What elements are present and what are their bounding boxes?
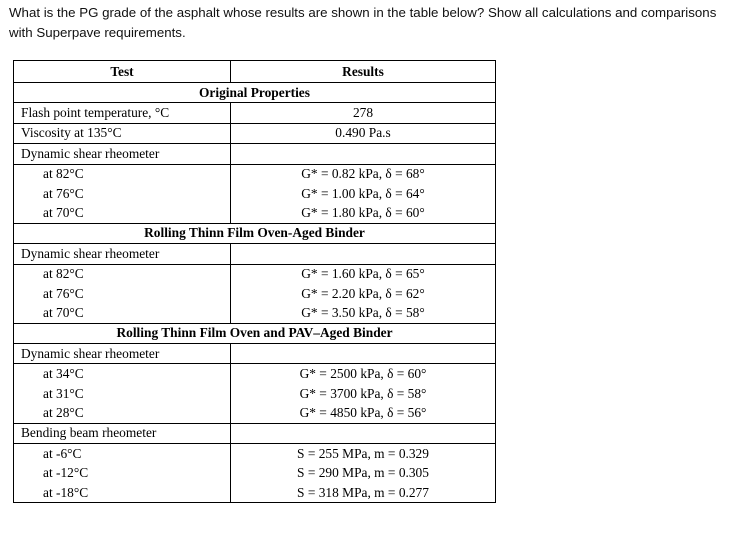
test-cell: at -18°C bbox=[14, 483, 231, 503]
header-row bbox=[14, 61, 496, 83]
test-cell: at 31°C bbox=[14, 384, 231, 403]
result-cell bbox=[231, 144, 496, 164]
test-cell: Bending beam rheometer bbox=[14, 423, 231, 443]
result-cell: 0.490 Pa.s bbox=[231, 123, 496, 143]
result-cell bbox=[231, 244, 496, 264]
question-text: What is the PG grade of the asphalt whose results are shown in the table below? Show all calculations and comparisons with Superpave requirements. bbox=[9, 5, 717, 40]
header-test: Test bbox=[14, 61, 231, 83]
result-cell: G* = 2.20 kPa, δ = 62° bbox=[231, 284, 496, 303]
table-row bbox=[14, 303, 496, 323]
table-row bbox=[14, 423, 496, 443]
result-cell: G* = 2500 kPa, δ = 60° bbox=[231, 364, 496, 384]
table-row bbox=[14, 444, 496, 464]
result-cell: G* = 0.82 kPa, δ = 68° bbox=[231, 164, 496, 184]
table-row bbox=[14, 144, 496, 164]
result-cell: G* = 1.60 kPa, δ = 65° bbox=[231, 264, 496, 284]
test-cell: at 70°C bbox=[14, 203, 231, 223]
test-cell: at 28°C bbox=[14, 403, 231, 423]
section-title: Rolling Thinn Film Oven and PAV–Aged Binder bbox=[14, 323, 496, 343]
test-cell: at 82°C bbox=[14, 264, 231, 284]
result-cell: G* = 1.80 kPa, δ = 60° bbox=[231, 203, 496, 223]
result-cell: S = 318 MPa, m = 0.277 bbox=[231, 483, 496, 503]
test-cell: at 82°C bbox=[14, 164, 231, 184]
section-title-row bbox=[14, 83, 496, 103]
table-row bbox=[14, 284, 496, 303]
table-row bbox=[14, 384, 496, 403]
test-cell: at 34°C bbox=[14, 364, 231, 384]
test-cell: Dynamic shear rheometer bbox=[14, 144, 231, 164]
section-title-row bbox=[14, 323, 496, 343]
table-row bbox=[14, 184, 496, 203]
table-row bbox=[14, 164, 496, 184]
test-cell: at -6°C bbox=[14, 444, 231, 464]
result-cell: G* = 3700 kPa, δ = 58° bbox=[231, 384, 496, 403]
table-row bbox=[14, 264, 496, 284]
result-cell: S = 255 MPa, m = 0.329 bbox=[231, 444, 496, 464]
table-row bbox=[14, 364, 496, 384]
table-row bbox=[14, 463, 496, 482]
test-cell: Flash point temperature, °C bbox=[14, 103, 231, 123]
result-cell bbox=[231, 344, 496, 364]
section-title: Original Properties bbox=[14, 83, 496, 103]
table-row bbox=[14, 203, 496, 223]
test-cell: Viscosity at 135°C bbox=[14, 123, 231, 143]
table-row bbox=[14, 244, 496, 264]
table-row bbox=[14, 344, 496, 364]
result-cell: S = 290 MPa, m = 0.305 bbox=[231, 463, 496, 482]
result-cell: 278 bbox=[231, 103, 496, 123]
results-table bbox=[13, 60, 496, 503]
header-results: Results bbox=[231, 61, 496, 83]
table-row bbox=[14, 483, 496, 503]
test-cell: Dynamic shear rheometer bbox=[14, 244, 231, 264]
section-title: Rolling Thinn Film Oven-Aged Binder bbox=[14, 223, 496, 243]
result-cell: G* = 4850 kPa, δ = 56° bbox=[231, 403, 496, 423]
test-cell: at 76°C bbox=[14, 284, 231, 303]
test-cell: at 70°C bbox=[14, 303, 231, 323]
result-cell: G* = 1.00 kPa, δ = 64° bbox=[231, 184, 496, 203]
test-cell: Dynamic shear rheometer bbox=[14, 344, 231, 364]
section-title-row bbox=[14, 223, 496, 243]
test-cell: at -12°C bbox=[14, 463, 231, 482]
result-cell bbox=[231, 423, 496, 443]
table-row bbox=[14, 403, 496, 423]
test-cell: at 76°C bbox=[14, 184, 231, 203]
table-row bbox=[14, 103, 496, 123]
table-row bbox=[14, 123, 496, 143]
result-cell: G* = 3.50 kPa, δ = 58° bbox=[231, 303, 496, 323]
